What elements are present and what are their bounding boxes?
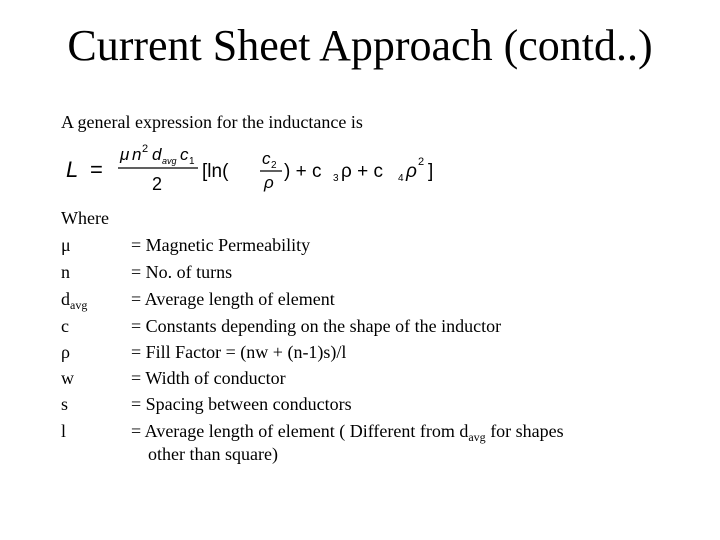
definition-symbol: μ — [61, 235, 71, 255]
definition-continuation: other than square) — [148, 444, 278, 464]
formula-c1-sub: 1 — [189, 156, 195, 167]
formula-rho: ρ — [264, 173, 274, 192]
formula-denominator: 2 — [152, 174, 163, 194]
formula-graphic — [60, 140, 460, 198]
formula-rho2-exp: 2 — [418, 156, 425, 168]
definition-text: = Fill Factor = (nw + (n-1)s)/l — [131, 342, 347, 362]
definition-symbol: w — [61, 368, 74, 388]
formula-mu: μ — [120, 145, 130, 164]
symbol-d: d — [61, 289, 70, 309]
definition-symbol: ρ — [61, 342, 70, 362]
definition-text: = Width of conductor — [131, 368, 286, 388]
formula-c4-sub: 4 — [398, 173, 404, 184]
formula-c2-sub: 2 — [271, 160, 277, 171]
formula-n: n — [132, 145, 142, 164]
intro-text: A general expression for the inductance is — [61, 112, 363, 132]
formula-d: d — [152, 145, 162, 164]
definition-symbol — [61, 287, 87, 317]
definition-text: = No. of turns — [131, 262, 233, 282]
definition-text: = Spacing between conductors — [131, 394, 352, 414]
slide-title: Current Sheet Approach (contd..) — [67, 21, 653, 70]
definition-text-pre: = Average length of element ( Different from d — [131, 421, 469, 441]
definition-subscript: avg — [468, 430, 486, 444]
definition-text: = Magnetic Permeability — [131, 235, 311, 255]
formula-ln-open: [ln( — [202, 161, 229, 182]
formula-rho2: ρ — [406, 161, 417, 182]
inductance-formula — [60, 140, 460, 198]
definition-text: = Constants depending on the shape of the inductor — [131, 316, 502, 336]
definition-text-post: for shapes — [485, 421, 564, 441]
formula-equals: = — [90, 157, 103, 182]
definition-symbol: l — [61, 421, 67, 441]
definition-symbol: n — [61, 262, 70, 282]
formula-c2: c — [262, 149, 271, 168]
definition-symbol: s — [61, 394, 69, 414]
definition-symbol: c — [61, 316, 69, 336]
formula-c1: c — [180, 145, 189, 164]
symbol-subscript: avg — [70, 298, 88, 312]
formula-n-exp: 2 — [142, 143, 149, 155]
definition-text: = Average length of element — [131, 289, 335, 309]
formula-c3-sub: 3 — [333, 173, 339, 184]
formula-lhs: L — [66, 157, 79, 182]
formula-d-avg: avg — [162, 156, 177, 166]
formula-tail-rho: ρ + c — [341, 161, 383, 182]
where-label: Where — [61, 208, 109, 228]
formula-close-bracket: ] — [428, 161, 434, 182]
formula-tail: ) + c — [284, 161, 322, 182]
